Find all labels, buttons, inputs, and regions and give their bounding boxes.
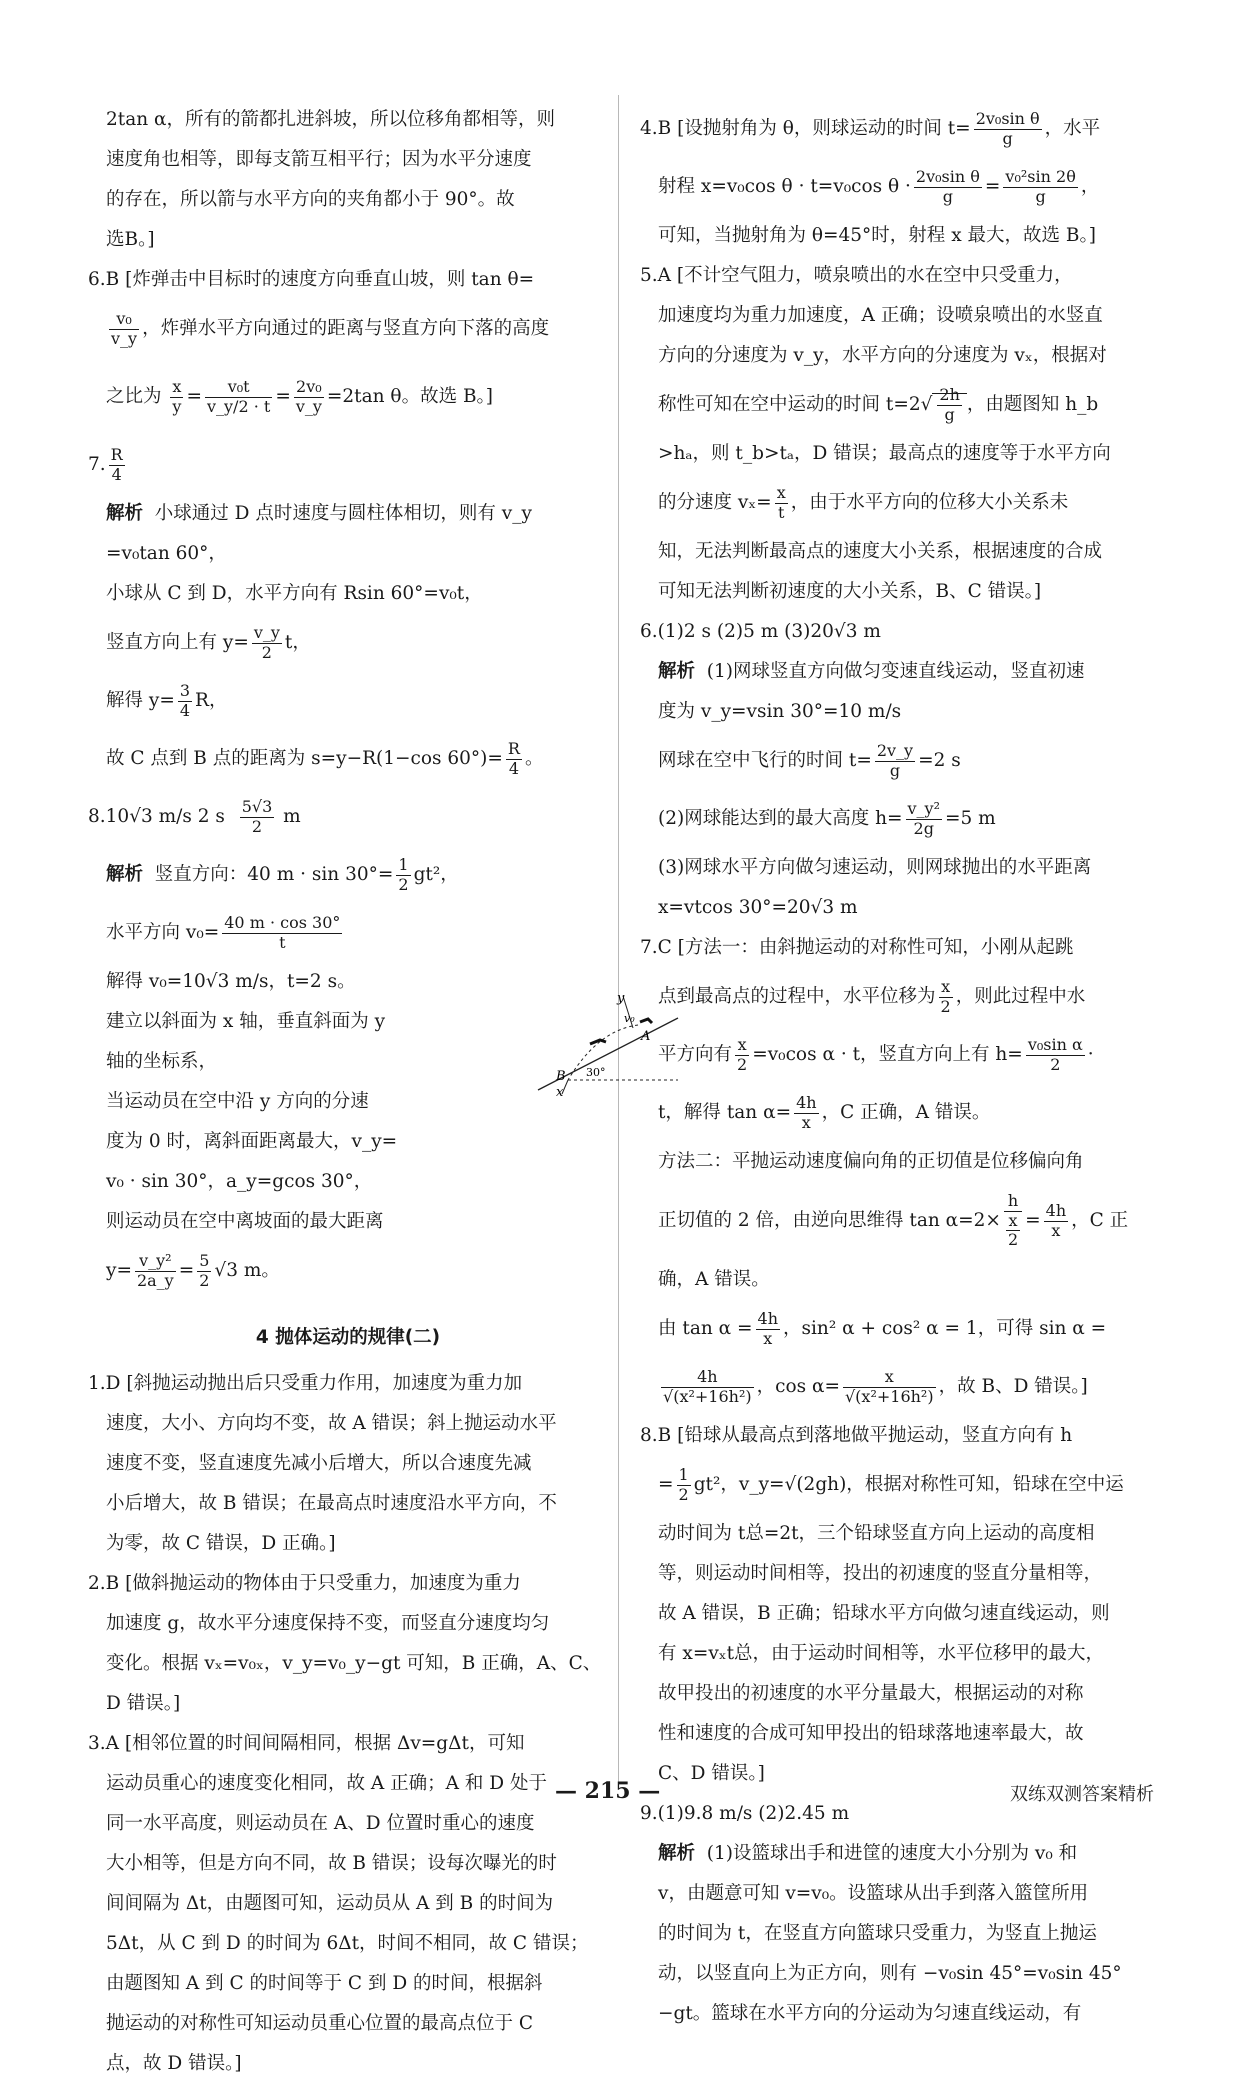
fraction: $\frac{x}{t}$ xyxy=(776,483,786,522)
r8-line: 有 x=vₓt总，由于运动时间相等，水平位移甲的最大， xyxy=(658,1643,1105,1664)
s2-line: 变化。根据 vₓ=v₀ₓ，v_y=v₀_y−gt 可知，B 正确，A、C、 xyxy=(106,1653,602,1674)
r7-line: $\frac{4h}{\text{√(x²+16h²)}}$ ，cos α= $\frac{x}{\text{√(x²+16h²)}}$ ，故 B、D 错误。] xyxy=(663,1367,1088,1406)
s1-line: 1.D [斜抛运动抛出后只受重力作用，加速度为重力加 xyxy=(88,1373,523,1394)
text-line: 2tan α，所有的箭都扎进斜坡，所以位移角都相等，则 xyxy=(106,109,556,130)
label-angle: 30° xyxy=(586,1066,606,1079)
r6-line: 解析 (1)网球竖直方向做匀变速直线运动，竖直初速 xyxy=(658,661,1085,682)
q8-line: 则运动员在空中离坡面的最大距离 xyxy=(106,1211,384,1232)
q8-line: 解析 竖直方向：40 m · sin 30°= $\frac{1}{2}$ gt²， xyxy=(106,855,459,894)
q8-line: 度为 0 时，离斜面距离最大，v_y= xyxy=(106,1131,398,1152)
r7-line: 方法二：平抛运动速度偏向角的正切值是位移偏向角 xyxy=(658,1151,1084,1172)
r9-answer: 9.(1)9.8 m/s (2)2.45 m xyxy=(640,1803,850,1824)
r9-line: v，由题意可知 v=v₀。设篮球从出手到落入篮筐所用 xyxy=(658,1883,1089,1904)
fraction: $\frac{4h}{x}$ xyxy=(757,1309,778,1348)
s2-line: 2.B [做斜抛运动的物体由于只受重力，加速度为重力 xyxy=(88,1573,521,1594)
s1-line: 速度不变，竖直速度先减小后增大，所以合速度先减 xyxy=(106,1453,532,1474)
q8-line: 轴的坐标系， xyxy=(106,1051,218,1072)
r6-answer: 6.(1)2 s (2)5 m (3)20√3 m xyxy=(640,621,881,642)
fraction: $\frac{1}{2}$ xyxy=(678,1465,689,1504)
r4-line: 可知，当抛射角为 θ=45°时，射程 x 最大，故选 B。] xyxy=(658,225,1096,246)
label-v0: v₀ xyxy=(624,1012,635,1025)
r7-line: 正切值的 2 倍，由逆向思维得 tan α=2× $\frac{h}{\frac{x}{2}}$ = $\frac{4h}{x}$ ，C 正 xyxy=(658,1191,1129,1250)
s3-line: 运动员重心的速度变化相同，故 A 正确；A 和 D 处于 xyxy=(106,1773,547,1794)
fraction: $\frac{R}{4}$ xyxy=(507,739,520,778)
fraction: $\frac{4h}{x}$ xyxy=(1045,1201,1067,1240)
r9-line: 动，以竖直向上为正方向，则有 −v₀sin 45°=v₀sin 45° xyxy=(658,1963,1122,1984)
fraction: $\frac{x}{y}$ xyxy=(172,377,182,416)
label-y: y xyxy=(617,991,625,1006)
s3-line: 3.A [相邻位置的时间间隔相同，根据 Δv=gΔt，可知 xyxy=(88,1733,525,1754)
q6-line: 6.B [炸弹击中目标时的速度方向垂直山坡，则 tan θ= xyxy=(88,269,535,290)
fraction: $\frac{\text{2v₀sin θ}}{g}$ xyxy=(975,109,1040,148)
s1-line: 小后增大，故 B 错误；在最高点时速度沿水平方向，不 xyxy=(106,1493,557,1514)
r8-line: 故 A 错误，B 正确；铅球水平方向做匀速直线运动，则 xyxy=(658,1603,1110,1624)
text-line: 速度角也相等，即每支箭互相平行；因为水平分速度 xyxy=(106,149,532,170)
fraction: $\frac{5}{2}$ xyxy=(199,1251,210,1290)
fraction: $\frac{\text{v₀²sin 2θ}}{g}$ xyxy=(1005,167,1076,206)
s2-line: D 错误。] xyxy=(106,1693,181,1714)
fraction: $\frac{x}{\text{√(x²+16h²)}}$ xyxy=(844,1367,934,1406)
r5-line: 的分速度 vₓ= $\frac{x}{t}$ ，由于水平方向的位移大小关系未 xyxy=(658,483,1069,522)
r6-line: 网球在空中飞行的时间 t= $\frac{2v\_y}{g}$ =2 s xyxy=(658,741,961,780)
r5-line: 称性可知在空中运动的时间 t=2√ $\frac{2h}{g}$ ，由题图知 h_b xyxy=(658,385,1099,424)
q8-line: y= $\frac{\text{v\_y²}}{2a\_y}$ = $\frac{5}{2}$ √3 m。 xyxy=(106,1251,280,1290)
q7-line: 解析 小球通过 D 点时速度与圆柱体相切，则有 v_y xyxy=(106,503,532,524)
fraction: $\frac{\text{2v₀}}{v\_y}$ xyxy=(295,377,322,416)
label-A: A xyxy=(641,1029,651,1044)
fraction: $\frac{\text{v\_y²}}{2a\_y}$ xyxy=(136,1251,174,1290)
r6-line: (2)网球能达到的最大高度 h= $\frac{\text{v\_y²}}{2g}$ =5 m xyxy=(658,799,996,838)
fraction: $\frac{x}{2}$ xyxy=(1007,1210,1019,1250)
fraction: $\frac{2v\_y}{g}$ xyxy=(876,741,914,780)
q8-line: 当运动员在空中沿 y 方向的分速 xyxy=(106,1091,369,1112)
r6-line: x=vtcos 30°=20√3 m xyxy=(658,897,858,918)
r5-line: 知，无法判断最高点的速度大小关系，根据速度的合成 xyxy=(658,541,1103,562)
r7-line: 点到最高点的过程中，水平位移为 $\frac{x}{2}$ ，则此过程中水 xyxy=(658,977,1086,1016)
r9-line: −gt。篮球在水平方向的分运动为匀速直线运动，有 xyxy=(658,2003,1082,2024)
fraction: $\frac{x}{2}$ xyxy=(737,1035,748,1074)
r4-line: 4.B [设抛射角为 θ，则球运动的时间 t= $\frac{\text{2v₀sin θ}}{g}$ ，水平 xyxy=(640,109,1101,148)
q7-answer: 7. $\frac{R}{4}$ xyxy=(88,445,123,484)
q7-line: 故 C 点到 B 点的距离为 s=y−R(1−cos 60°)= $\frac{R}{4}$ 。 xyxy=(106,739,544,778)
r5-line: 可知无法判断初速度的大小关系，B、C 错误。] xyxy=(658,581,1042,602)
section-title: 4 抛体运动的规律(二) xyxy=(255,1327,441,1348)
r7-line: t，解得 tan α= $\frac{4h}{x}$ ，C 正确，A 错误。 xyxy=(658,1093,991,1132)
r5-line: 加速度均为重力加速度，A 正确；设喷泉喷出的水竖直 xyxy=(658,305,1103,326)
fraction: $\frac{\text{2v₀sin θ}}{g}$ xyxy=(915,167,980,206)
s2-line: 加速度 g，故水平分速度保持不变，而竖直分速度均匀 xyxy=(106,1613,550,1634)
fraction: $\frac{3}{4}$ xyxy=(179,681,191,720)
fraction: $\frac{1}{2}$ xyxy=(398,855,409,894)
fraction: $\frac{4h}{\text{√(x²+16h²)}}$ xyxy=(663,1367,752,1406)
fraction: $\frac{\text{v\_y²}}{2g}$ xyxy=(907,799,941,838)
q8-line: 水平方向 v₀= $\frac{40 m \cdot \cos 30^\circ}{t}$ xyxy=(106,913,341,952)
s3-line: 抛运动的对称性可知运动员重心位置的最高点位于 C xyxy=(106,2013,534,2034)
s3-line: 点，故 D 错误。] xyxy=(106,2053,242,2074)
s3-line: 间间隔为 Δt，由题图可知，运动员从 A 到 B 的时间为 xyxy=(106,1893,554,1914)
s3-line: 5Δt，从 C 到 D 的时间为 6Δt，时间不相同，故 C 错误； xyxy=(106,1933,589,1954)
r6-line: 度为 v_y=vsin 30°=10 m/s xyxy=(658,701,902,722)
r4-line: 射程 x=v₀cos θ · t=v₀cos θ · $\frac{\text{2v₀sin θ}}{g}$ = $\frac{\text{v₀²sin 2θ}}{g}$ ， xyxy=(658,167,1100,206)
r5-line: >hₐ，则 t_b>tₐ，D 错误；最高点的速度等于水平方向 xyxy=(658,443,1111,464)
q7-line: 解得 y= $\frac{3}{4}$ R， xyxy=(106,681,228,720)
r7-line: 确，A 错误。 xyxy=(658,1269,770,1290)
fraction: $\frac{\text{v₀}}{v\_y}$ xyxy=(111,309,138,348)
r6-line: (3)网球水平方向做匀速运动，则网球抛出的水平距离 xyxy=(658,857,1092,878)
r5-line: 5.A [不计空气阻力，喷泉喷出的水在空中只受重力， xyxy=(640,265,1073,286)
q7-line: 竖直方向上有 y= $\frac{v\_y}{2}$ t， xyxy=(106,623,311,662)
fraction: $\frac{40 m \cdot \cos 30^\circ}{t}$ xyxy=(224,913,341,952)
r9-line: 解析 (1)设篮球出手和进筐的速度大小分别为 v₀ 和 xyxy=(658,1843,1078,1864)
fraction: $\frac{2h}{g}$ xyxy=(939,385,960,424)
r8-line: = $\frac{1}{2}$ gt²，v_y=√(2gh)，根据对称性可知，铅球在空中运 xyxy=(658,1465,1124,1504)
left-column xyxy=(88,100,651,2084)
s1-line: 为零，故 C 错误，D 正确。] xyxy=(106,1533,336,1554)
s1-line: 速度，大小、方向均不变，故 A 错误；斜上抛运动水平 xyxy=(106,1413,557,1434)
r8-line: 动时间为 t总=2t，三个铅球竖直方向上运动的高度相 xyxy=(658,1523,1095,1544)
fraction: $\frac{4h}{x}$ xyxy=(796,1093,817,1132)
fraction: $\frac{h}{\frac{x}{2}}$ xyxy=(1004,1192,1022,1249)
q8-answer: 8.10√3 m/s 2 s $\frac{5√3}{2}$ m xyxy=(88,797,301,836)
fraction: $\frac{R}{4}$ xyxy=(110,445,123,484)
r8-line: C、D 错误。] xyxy=(658,1763,765,1784)
text-line: 的存在，所以箭与水平方向的夹角都小于 90°。故 xyxy=(106,189,515,210)
q8-line: 解得 v₀=10√3 m/s，t=2 s。 xyxy=(106,971,356,992)
right-column xyxy=(640,100,1160,2034)
fraction: $\frac{v\_y}{2}$ xyxy=(253,623,280,662)
q6-line: $\frac{\text{v₀}}{v\_y}$ ，炸弹水平方向通过的距离与竖直方向下落的高度 xyxy=(111,309,550,348)
r8-line: 等，则运动时间相等，投出的初速度的竖直分量相等， xyxy=(658,1563,1103,1584)
fraction: $\frac{x}{2}$ xyxy=(940,977,951,1016)
label-x: x xyxy=(556,1085,564,1100)
fraction: $\frac{5√3}{2}$ xyxy=(241,797,273,836)
label-B: B xyxy=(556,1069,566,1084)
fraction: $\frac{\text{v₀t}}{v\_y/2 \cdot t}$ xyxy=(206,377,271,416)
r8-line: 故甲投出的初速度的水平分量最大，根据运动的对称 xyxy=(658,1683,1084,1704)
r5-line: 方向的分速度为 v_y，水平方向的分速度为 vₓ，根据对 xyxy=(658,345,1107,366)
fraction: $\frac{\text{v₀sin α}}{2}$ xyxy=(1027,1035,1083,1074)
q8-line: 建立以斜面为 x 轴，垂直斜面为 y xyxy=(106,1011,386,1032)
column-divider xyxy=(618,95,619,1785)
s3-line: 同一水平高度，则运动员在 A、D 位置时重心的速度 xyxy=(106,1813,535,1834)
r7-line: 平方向有 $\frac{x}{2}$ =v₀cos α · t，竖直方向上有 h= $\frac{\text{v₀sin α}}{2}$ · xyxy=(658,1035,1094,1074)
r8-line: 8.B [铅球从最高点到落地做平抛运动，竖直方向有 h xyxy=(640,1425,1073,1446)
footer-label: 双练双测答案精析 xyxy=(1010,1784,1154,1805)
q8-line: v₀ · sin 30°，a_y=gcos 30°， xyxy=(106,1171,373,1192)
r7-line: 由 tan α = $\frac{4h}{x}$ ，sin² α + cos² α = 1，可得 sin α = xyxy=(658,1309,1107,1348)
q6-line: 之比为 $\frac{x}{y}$ = $\frac{\text{v₀t}}{v\_y/2 \cdot t}$ = $\frac{\text{2v₀}}{v\_y}$ =2tan θ。故选 B。] xyxy=(106,377,494,416)
r9-line: 的时间为 t，在竖直方向篮球只受重力，为竖直上抛运 xyxy=(658,1923,1097,1944)
q7-line: =v₀tan 60°， xyxy=(106,543,227,564)
r8-line: 性和速度的合成可知甲投出的铅球落地速率最大，故 xyxy=(658,1723,1084,1744)
q7-line: 小球从 C 到 D，水平方向有 Rsin 60°=v₀t， xyxy=(106,583,483,604)
r7-line: 7.C [方法一：由斜抛运动的对称性可知，小刚从起跳 xyxy=(640,937,1074,958)
text-line: 选B。] xyxy=(106,229,155,250)
page-number: — 215 — xyxy=(555,1778,661,1804)
s3-line: 大小相等，但是方向不同，故 B 错误；设每次曝光的时 xyxy=(106,1853,557,1874)
s3-line: 由题图知 A 到 C 的时间等于 C 到 D 的时间，根据斜 xyxy=(106,1973,543,1994)
